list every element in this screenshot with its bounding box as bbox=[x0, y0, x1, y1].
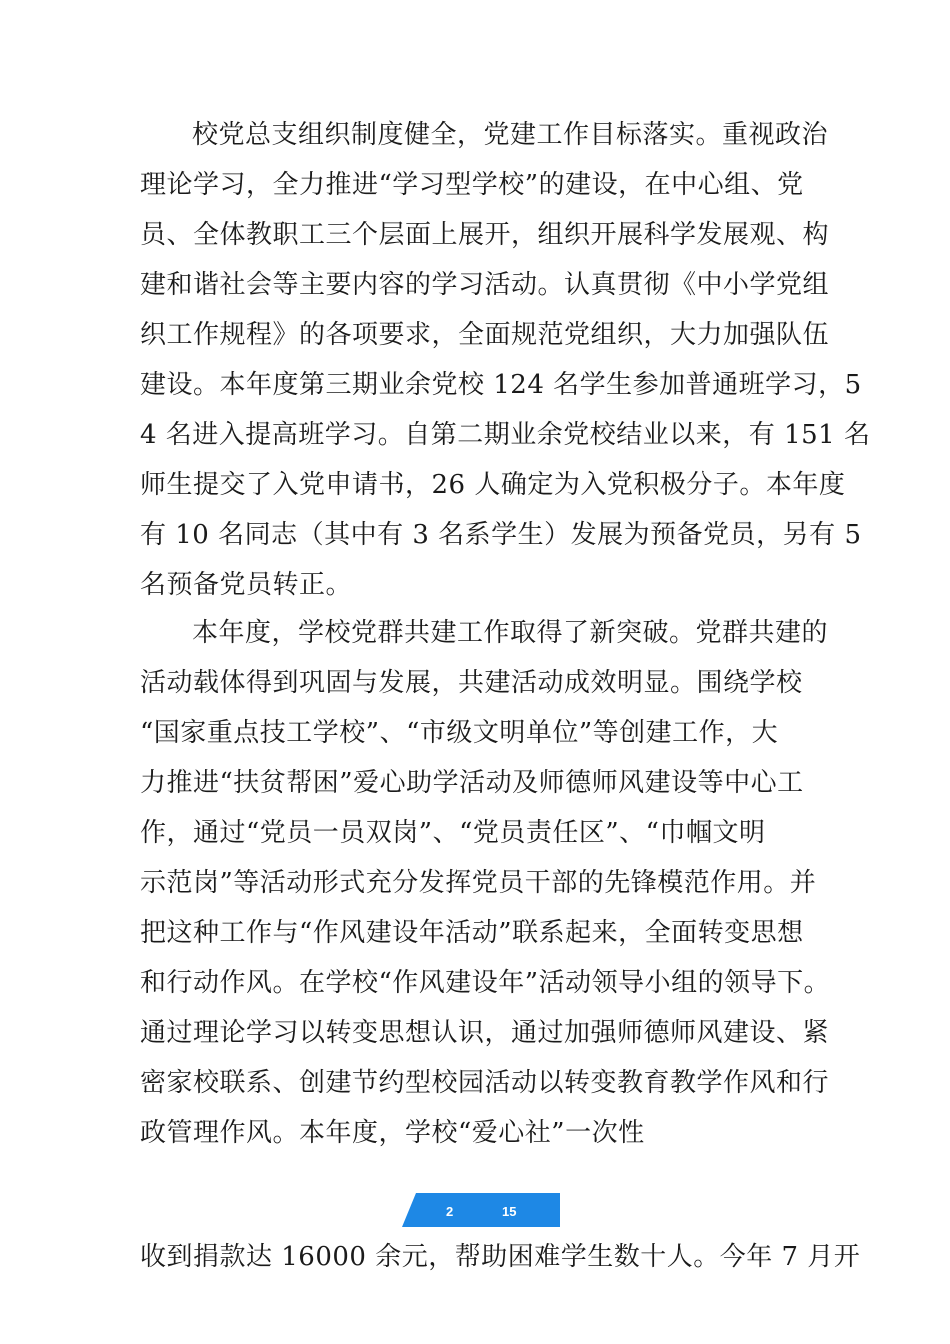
total-page-count: 15 bbox=[502, 1204, 517, 1219]
text-line: 织工作规程》的各项要求，全面规范党组织，大力加强队伍 bbox=[140, 320, 830, 350]
text-line: 本年度，学校党群共建工作取得了新突破。党群共建的 bbox=[192, 618, 829, 648]
text-line: 员、全体教职工三个层面上展开，组织开展科学发展观、构 bbox=[140, 220, 830, 250]
text-line: 名预备党员转正。 bbox=[140, 570, 353, 600]
text-line: 有 10 名同志（其中有 3 名系学生）发展为预备党员，另有 5 bbox=[140, 520, 862, 550]
text-line: 密家校联系、创建节约型校园活动以转变教育教学作风和行 bbox=[140, 1068, 830, 1098]
paragraph-party-mass-building bbox=[140, 608, 831, 1158]
text-line: 收到捐款达 16000 余元，帮助困难学生数十人。今年 7 月开 bbox=[140, 1242, 861, 1272]
text-line: 政管理作风。本年度，学校“爱心社”一次性 bbox=[140, 1118, 645, 1148]
text-line: 作，通过“党员一员双岗”、“党员责任区”、“巾帼文明 bbox=[140, 818, 766, 848]
text-line: 活动载体得到巩固与发展，共建活动成效明显。围绕学校 bbox=[140, 668, 803, 698]
page-indicator-background bbox=[402, 1193, 560, 1227]
text-line: 示范岗”等活动形式充分发挥党员干部的先锋模范作用。并 bbox=[140, 868, 817, 898]
text-line: 力推进“扶贫帮困”爱心助学活动及师德师风建设等中心工 bbox=[140, 768, 804, 798]
text-line: 通过理论学习以转变思想认识，通过加强师德师风建设、紧 bbox=[140, 1018, 830, 1048]
text-line: 把这种工作与“作风建设年活动”联系起来，全面转变思想 bbox=[140, 918, 804, 948]
text-line: 师生提交了入党申请书，26 人确定为入党积极分子。本年度 bbox=[140, 470, 846, 500]
current-page-number: 2 bbox=[446, 1204, 454, 1219]
paragraph-party-organization bbox=[140, 110, 871, 610]
text-line: 和行动作风。在学校“作风建设年”活动领导小组的领导下。 bbox=[140, 968, 831, 998]
page-indicator bbox=[402, 1193, 560, 1227]
text-line: 4 名进入提高班学习。自第二期业余党校结业以来，有 151 名 bbox=[140, 420, 871, 450]
text-line: “国家重点技工学校”、“市级文明单位”等创建工作，大 bbox=[140, 718, 779, 748]
text-line: 校党总支组织制度健全，党建工作目标落实。重视政治 bbox=[192, 120, 829, 150]
text-line: 建设。本年度第三期业余党校 124 名学生参加普通班学习，5 bbox=[140, 370, 862, 400]
text-line: 建和谐社会等主要内容的学习活动。认真贯彻《中小学党组 bbox=[140, 270, 830, 300]
paragraph-continuation bbox=[140, 1232, 861, 1282]
text-line: 理论学习，全力推进“学习型学校”的建设，在中心组、党 bbox=[140, 170, 804, 200]
